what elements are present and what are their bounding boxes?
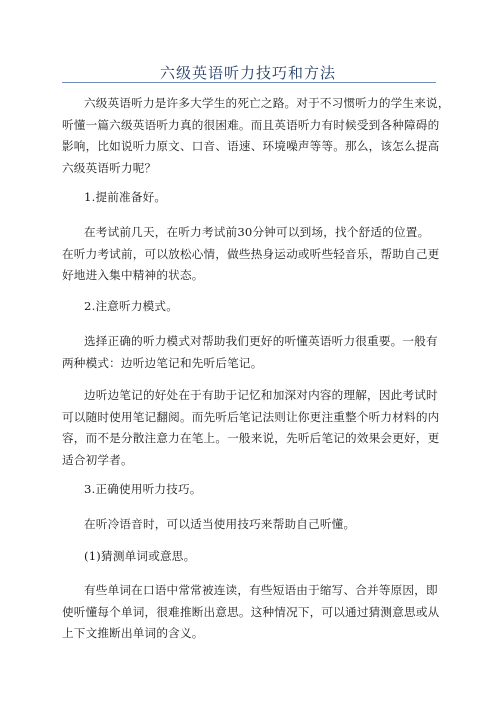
section-heading-3 <box>62 479 444 501</box>
paragraph-note-taking <box>62 385 444 471</box>
paragraph-preparation <box>62 222 444 287</box>
paragraph-listening-mode <box>62 331 444 374</box>
text-line: 选择正确的听力模式对帮助我们更好的听懂英语听力很重要。一般有 <box>84 334 438 348</box>
text-line: 1.提前准备好。 <box>84 190 167 204</box>
text-line: 两种模式：边听边笔记和先听后笔记。 <box>62 355 263 370</box>
text-line: 六级英语听力是许多大学生的死亡之路。对于不习惯听力的学生来说， <box>84 96 450 110</box>
text-line: 3.正确使用听力技巧。 <box>84 482 202 496</box>
text-line: 在听冷语音时，可以适当使用技巧来帮助自己听懂。 <box>84 517 356 531</box>
text-line: 适合初学者。 <box>62 452 133 467</box>
text-line: 六级英语听力呢？ <box>62 160 157 175</box>
text-line: 边听边笔记的好处在于有助于记忆和加深对内容的理解，因此考试时 <box>84 388 438 402</box>
paragraph-techniques <box>62 514 444 536</box>
paragraph-guessing <box>62 580 444 645</box>
text-line: 有些单词在口语中常常被连读，有些短语由于缩写、合并等原因，即 <box>84 583 438 597</box>
text-line: 上下文推断出单词的含义。 <box>62 626 204 640</box>
text-line: 2.注意听力模式。 <box>84 299 179 313</box>
text-line: 影响，比如说听力原文、口音、语速、环境噪声等等。那么，该怎么提高 <box>62 139 440 153</box>
text-line: 在考试前几天，在听力考试前30分钟可以到场，找个舒适的位置。 <box>84 225 430 239</box>
text-line: 好地进入集中精神的状态。 <box>62 268 204 282</box>
paragraph-intro <box>62 93 450 179</box>
document-title: 六级英语听力技巧和方法 <box>159 64 336 82</box>
text-line: 使听懂每个单词，很难推断出意思。这种情况下，可以通过猜测意思或从 <box>62 604 440 619</box>
section-heading-1 <box>62 187 444 209</box>
text-line: (1)猜测单词或意思。 <box>84 549 196 563</box>
text-line: 听懂一篇六级英语听力真的很困难。而且英语听力有时候受到各种障碍的 <box>62 117 440 132</box>
title-underline <box>62 82 436 83</box>
text-line: 在听力考试前，可以放松心情，做些热身运动或听些轻音乐，帮助自己更 <box>62 246 440 261</box>
text-line: 容，而不是分散注意力在笔上。一般来说，先听后笔记的效果会更好，更 <box>62 431 440 445</box>
text-line: 可以随时使用笔记翻阅。而先听后笔记法则让你更注重整个听力材料的内 <box>62 409 440 424</box>
section-heading-2 <box>62 296 444 318</box>
subsection-heading-1 <box>62 546 444 568</box>
